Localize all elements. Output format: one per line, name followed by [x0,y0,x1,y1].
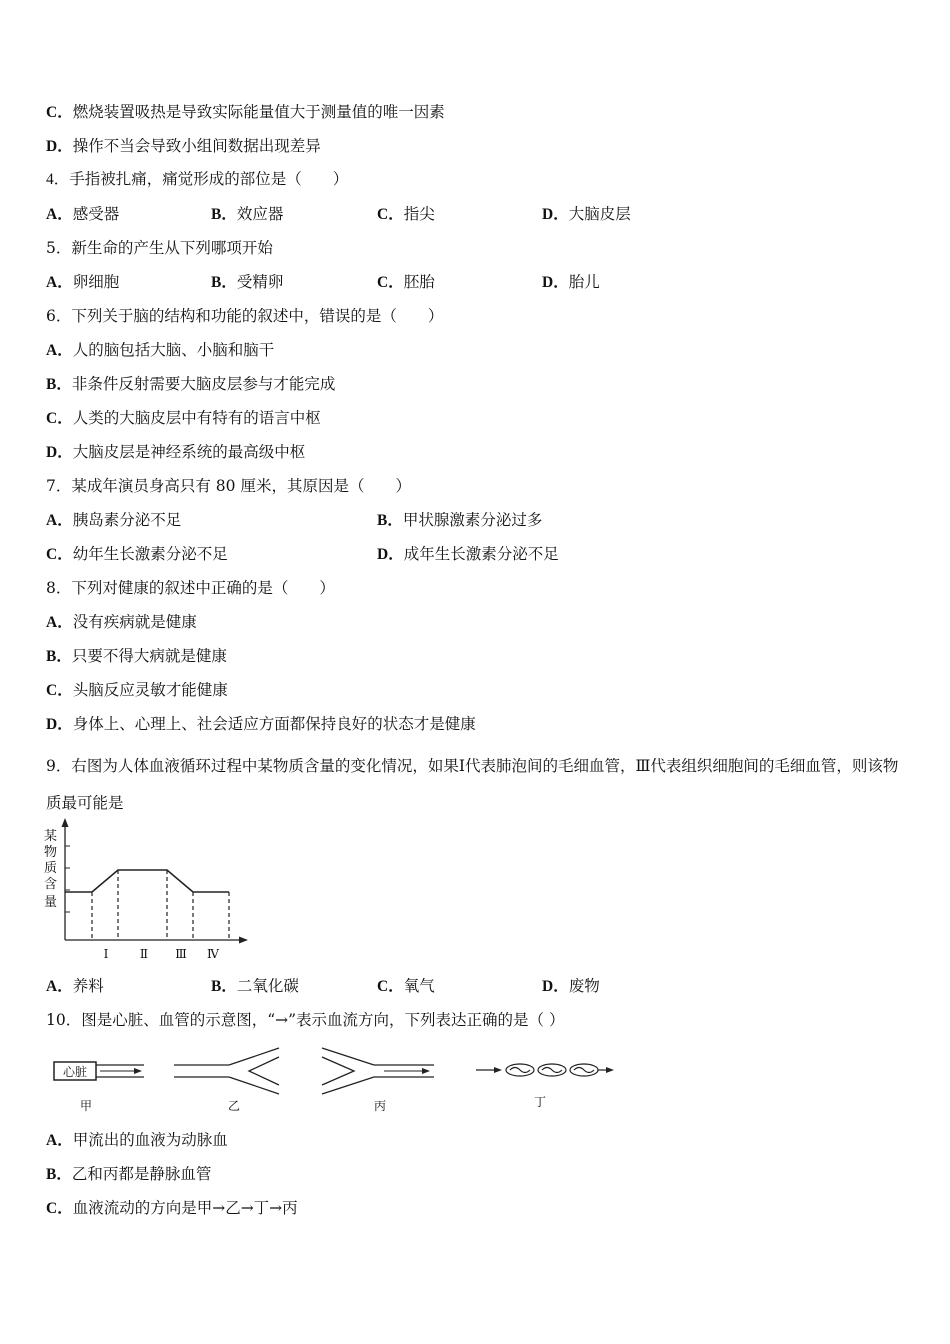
tick-label-4: Ⅳ [207,947,219,961]
q6-stem: 6．下列关于脑的结构和功能的叙述中，错误的是（ ） [46,307,444,325]
q4-option-b: B．效应器 [211,205,284,223]
svg-text:某: 某 [44,829,58,844]
q4-option-c: C．指尖 [377,205,435,223]
arrow-icon [606,1067,614,1073]
svg-text:含: 含 [44,877,58,892]
q7-stem: 7．某成年演员身高只有 80 厘米，其原因是（ ） [46,477,411,495]
figure-bing [322,1048,434,1113]
q3-option-d: D．操作不当会导致小组间数据出现差异 [46,137,321,155]
figure-ding [476,1064,614,1109]
heart-label: 心脏 [62,1065,88,1079]
q8-option-c: C．头脑反应灵敏才能健康 [46,681,228,699]
arrow-icon [494,1067,502,1073]
svg-text:物: 物 [44,845,58,860]
figure-yi [174,1048,279,1113]
q7-option-b: B．甲状腺激素分泌过多 [377,511,543,529]
arrow-icon [422,1068,430,1074]
q3-option-c: C．燃烧装置吸热是导致实际能量值大于测量值的唯一因素 [46,103,445,121]
x-axis-arrow [239,937,248,944]
label-yi: 乙 [227,1099,241,1113]
label-jia: 甲 [79,1099,93,1113]
figure-jia [54,1062,144,1113]
svg-text:质: 质 [44,861,58,876]
y-axis-arrow [62,818,69,827]
q6-option-c: C．人类的大脑皮层中有特有的语言中枢 [46,409,321,427]
q5-stem: 5．新生命的产生从下列哪项开始 [46,239,273,257]
q7-option-d: D．成年生长激素分泌不足 [377,545,559,563]
q9-option-b: B．二氧化碳 [211,977,299,995]
q9-option-c: C．氧气 [377,977,435,995]
arrow-icon [134,1068,142,1074]
q9-option-a: A．养料 [46,977,104,995]
q5-option-d: D．胎儿 [542,273,600,291]
q8-option-b: B．只要不得大病就是健康 [46,647,227,665]
content-curve [65,870,229,892]
q7-option-c: C．幼年生长激素分泌不足 [46,545,228,563]
q6-option-a: A．人的脑包括大脑、小脑和脑干 [46,341,275,359]
q4-option-a: A．感受器 [46,205,120,223]
tick-label-1: Ⅰ [103,947,109,961]
q5-option-a: A．卵细胞 [46,273,120,291]
q6-option-b: B．非条件反射需要大脑皮层参与才能完成 [46,375,336,393]
q8-option-d: D．身体上、心理上、社会适应方面都保持良好的状态才是健康 [46,715,476,733]
q5-option-b: B．受精卵 [211,273,284,291]
q10-figure [44,1044,624,1116]
q9-stem: 9．右图为人体血液循环过程中某物质含量的变化情况，如果Ⅰ代表肺泡间的毛细血管，Ⅲ代表组织细胞间的毛细血管，则该物质最可能是 [46,757,899,812]
q5-option-c: C．胚胎 [377,273,435,291]
q10-option-a: A．甲流出的血液为动脉血 [46,1131,228,1149]
label-bing: 丙 [373,1099,387,1113]
q8-option-a: A．没有疾病就是健康 [46,613,197,631]
y-axis-label [44,829,57,910]
label-ding: 丁 [533,1095,547,1109]
q10-option-c: C．血液流动的方向是甲→乙→丁→丙 [46,1199,298,1217]
q10-option-b: B．乙和丙都是静脉血管 [46,1165,212,1183]
q9-figure [40,818,255,968]
q6-option-d: D．大脑皮层是神经系统的最高级中枢 [46,443,306,461]
tick-label-3: Ⅲ [175,947,187,961]
svg-text:量: 量 [44,895,58,910]
q9-option-d: D．废物 [542,977,600,995]
tick-label-2: Ⅱ [139,947,149,961]
q4-stem: 4．手指被扎痛，痛觉形成的部位是（ ） [46,171,349,188]
q10-stem: 10．图是心脏、血管的示意图，“→”表示血流方向，下列表达正确的是（ ） [46,1011,565,1029]
q4-option-d: D．大脑皮层 [542,205,631,223]
q8-stem: 8．下列对健康的叙述中正确的是（ ） [46,579,335,597]
q7-option-a: A．胰岛素分泌不足 [46,511,182,529]
